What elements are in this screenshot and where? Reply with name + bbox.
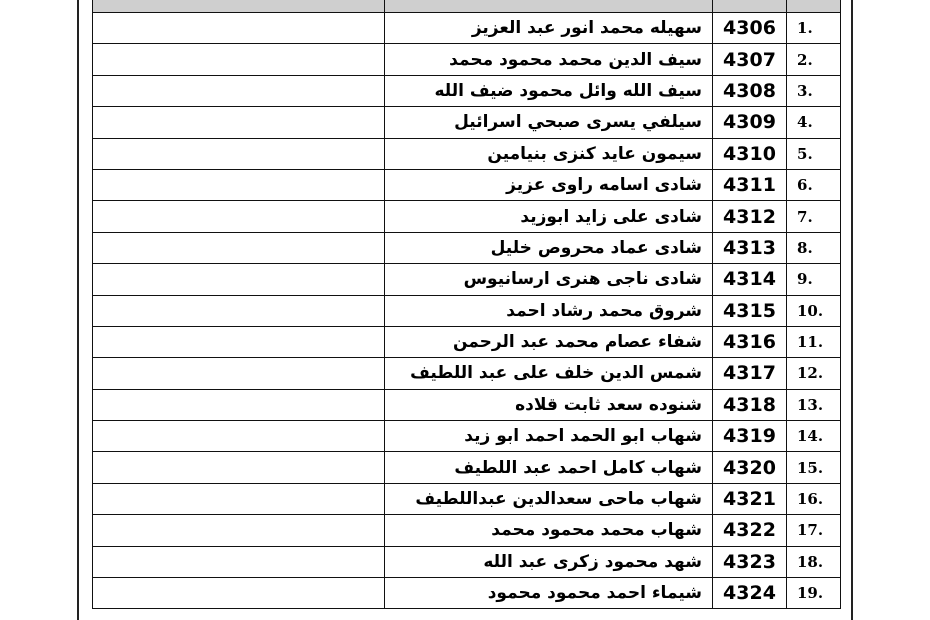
table-row — [93, 452, 841, 483]
blank-cell — [93, 13, 385, 44]
code-cell: 4312 — [713, 201, 787, 232]
code-cell: 4314 — [713, 264, 787, 295]
table-row — [93, 483, 841, 514]
serial-cell: .10 — [787, 295, 841, 326]
blank-cell — [93, 264, 385, 295]
name-cell: سيلفي يسرى صبحي اسرائيل — [385, 107, 713, 138]
name-cell: شروق محمد رشاد احمد — [385, 295, 713, 326]
serial-cell: .13 — [787, 389, 841, 420]
serial-cell: .8 — [787, 232, 841, 263]
name-cell: سيف الله وائل محمود ضيف الله — [385, 75, 713, 106]
serial-cell: .1 — [787, 13, 841, 44]
name-cell: شادى اسامه راوى عزيز — [385, 169, 713, 200]
code-cell: 4324 — [713, 578, 787, 609]
name-cell: سيف الدين محمد محمود محمد — [385, 44, 713, 75]
blank-cell — [93, 107, 385, 138]
serial-cell: .3 — [787, 75, 841, 106]
table-row — [93, 264, 841, 295]
serial-cell: .14 — [787, 421, 841, 452]
code-cell: 4317 — [713, 358, 787, 389]
code-cell: 4310 — [713, 138, 787, 169]
table-row — [93, 107, 841, 138]
name-cell: سيمون عايد كنزى بنيامين — [385, 138, 713, 169]
header-name-cell — [385, 0, 713, 13]
name-cell: شادى على زايد ابوزيد — [385, 201, 713, 232]
table-row — [93, 578, 841, 609]
code-cell: 4320 — [713, 452, 787, 483]
table-row — [93, 13, 841, 44]
code-cell: 4322 — [713, 515, 787, 546]
serial-cell: .19 — [787, 578, 841, 609]
blank-cell — [93, 295, 385, 326]
table-row — [93, 389, 841, 420]
header-serial-cell — [787, 0, 841, 13]
table-header-row — [93, 0, 841, 13]
name-cell: شمس الدين خلف على عبد اللطيف — [385, 358, 713, 389]
blank-cell — [93, 389, 385, 420]
header-extra-cell — [93, 0, 385, 13]
serial-cell: .15 — [787, 452, 841, 483]
serial-cell: .4 — [787, 107, 841, 138]
code-cell: 4319 — [713, 421, 787, 452]
table-row — [93, 295, 841, 326]
blank-cell — [93, 358, 385, 389]
table-row — [93, 326, 841, 357]
serial-cell: .5 — [787, 138, 841, 169]
blank-cell — [93, 138, 385, 169]
name-cell: شهاب ابو الحمد احمد ابو زيد — [385, 421, 713, 452]
name-cell: شهاب كامل احمد عبد اللطيف — [385, 452, 713, 483]
serial-cell: .11 — [787, 326, 841, 357]
code-cell: 4307 — [713, 44, 787, 75]
table-row — [93, 44, 841, 75]
blank-cell — [93, 421, 385, 452]
code-cell: 4311 — [713, 169, 787, 200]
table-row — [93, 232, 841, 263]
code-cell: 4308 — [713, 75, 787, 106]
name-cell: سهيله محمد انور عبد العزيز — [385, 13, 713, 44]
name-cell: شهد محمود زكرى عبد الله — [385, 546, 713, 577]
serial-cell: .7 — [787, 201, 841, 232]
table-row — [93, 421, 841, 452]
name-cell: شادى ناجى هنرى ارسانيوس — [385, 264, 713, 295]
blank-cell — [93, 44, 385, 75]
code-cell: 4309 — [713, 107, 787, 138]
student-roster-table — [92, 0, 841, 609]
table-row — [93, 201, 841, 232]
code-cell: 4321 — [713, 483, 787, 514]
blank-cell — [93, 515, 385, 546]
blank-cell — [93, 201, 385, 232]
code-cell: 4306 — [713, 13, 787, 44]
page-border-left — [77, 0, 79, 620]
blank-cell — [93, 232, 385, 263]
table-row — [93, 169, 841, 200]
code-cell: 4316 — [713, 326, 787, 357]
code-cell: 4313 — [713, 232, 787, 263]
code-cell: 4318 — [713, 389, 787, 420]
code-cell: 4315 — [713, 295, 787, 326]
name-cell: شهاب ماحى سعدالدين عبداللطيف — [385, 483, 713, 514]
serial-cell: .18 — [787, 546, 841, 577]
table-row — [93, 546, 841, 577]
table-row — [93, 75, 841, 106]
blank-cell — [93, 452, 385, 483]
name-cell: شيماء احمد محمود محمود — [385, 578, 713, 609]
serial-cell: .9 — [787, 264, 841, 295]
table-row — [93, 358, 841, 389]
serial-cell: .16 — [787, 483, 841, 514]
blank-cell — [93, 578, 385, 609]
serial-cell: .6 — [787, 169, 841, 200]
name-cell: شفاء عصام محمد عبد الرحمن — [385, 326, 713, 357]
header-code-cell — [713, 0, 787, 13]
code-cell: 4323 — [713, 546, 787, 577]
blank-cell — [93, 483, 385, 514]
name-cell: شادى عماد محروص خليل — [385, 232, 713, 263]
serial-cell: .2 — [787, 44, 841, 75]
blank-cell — [93, 546, 385, 577]
name-cell: شهاب محمد محمود محمد — [385, 515, 713, 546]
table-row — [93, 515, 841, 546]
table-row — [93, 138, 841, 169]
blank-cell — [93, 75, 385, 106]
blank-cell — [93, 169, 385, 200]
serial-cell: .12 — [787, 358, 841, 389]
serial-cell: .17 — [787, 515, 841, 546]
page-border-right — [851, 0, 853, 620]
name-cell: شنوده سعد ثابت قلاده — [385, 389, 713, 420]
blank-cell — [93, 326, 385, 357]
